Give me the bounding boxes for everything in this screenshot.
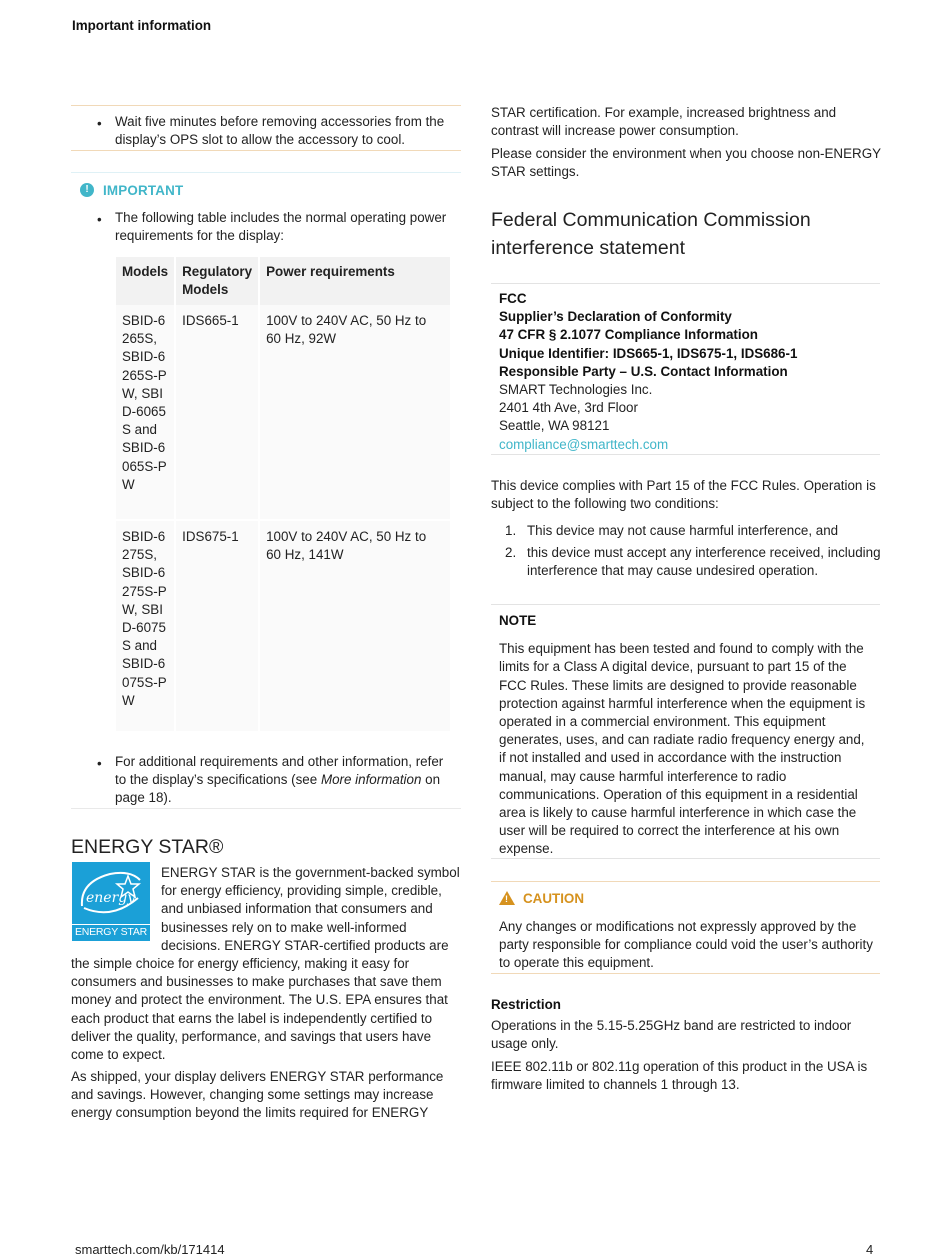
fcc-heading: Federal Communication Commission interference statement (491, 209, 811, 259)
warning-bullet-text: Wait five minutes before removing accessories from the display’s OPS slot to allow the accessory to cool. (115, 114, 445, 148)
caution-title: CAUTION (523, 891, 584, 906)
compliance-email-link[interactable]: compliance@smarttech.com (499, 436, 669, 452)
warning-box (71, 105, 461, 151)
energy-star-label: ENERGY STAR (72, 924, 150, 939)
table-header-cell: Models (116, 257, 174, 305)
table-header-row (116, 257, 450, 305)
list-item: This device may not cause harmful interference, and (527, 523, 839, 538)
table-cell-model (116, 305, 174, 519)
energy-para-1-text: ENERGY STAR is the government-backed symbol for energy efficiency, providing simple, credible, and unbiased information that consumers and businesses rely on to make well-informed decisions. ENERGY STAR-certified products are the simple choice for energy efficiency, making it easy for consumers and businesses to make purchases that save them money and protect the environment. The U.S. EPA ensures that each product that earns the label is independently certified to deliver the quality, performance, and savings that users have come to expect. (71, 865, 460, 1063)
more-information-link[interactable]: More information (320, 772, 422, 788)
model-text: SBID-6265S, SBID-6265S-PW, SBID-6065S and SBID-6065S-PW (122, 313, 167, 492)
energy-continued-2: Please consider the environment when you choose non-ENERGY STAR settings. (491, 146, 881, 180)
list-item: this device must accept any interference received, including interference that may cause undesired operation. (527, 545, 881, 579)
table-row (116, 305, 450, 519)
important-box (71, 172, 461, 809)
fcc-sdoc: Supplier’s Declaration of Conformity (499, 309, 732, 325)
bullet2-pre: For additional requirements and other information, refer to the display’s specifications (see (115, 754, 444, 788)
model-text: SBID-6275S, SBID-6275S-PW, SBID-6075S and SBID-6075S-PW (122, 529, 167, 708)
footer-url[interactable]: smarttech.com/kb/171414 (75, 1242, 225, 1257)
bullet-dot: • (97, 212, 102, 227)
fcc-cfr: 47 CFR § 2.1077 Compliance Information (499, 327, 758, 343)
important-bullet-text: The following table includes the normal operating power requirements for the display: (115, 210, 447, 244)
bullet-dot: • (97, 116, 102, 131)
caution-box (491, 881, 880, 974)
fcc-address: 2401 4th Ave, 3rd Floor (499, 400, 638, 416)
energy-para-1 (71, 864, 463, 1064)
list-number: 1. (505, 523, 517, 538)
fcc-title: FCC (499, 291, 527, 306)
warning-triangle-icon: ! (499, 891, 515, 905)
fcc-unique-id: Unique Identifier: IDS665-1, IDS675-1, IDS686-1 (499, 345, 798, 361)
energy-para-2: As shipped, your display delivers ENERGY STAR performance and savings. However, changing some settings may increase energy consumption beyond the limits required for ENERGY (71, 1069, 444, 1121)
table-cell-model (116, 519, 174, 731)
note-box (491, 604, 880, 859)
info-icon: ! (80, 183, 94, 197)
table-cell-power: 100V to 240V AC, 50 Hz to 60 Hz, 141W (260, 519, 450, 731)
note-title: NOTE (499, 613, 537, 628)
page-number: 4 (866, 1242, 874, 1257)
energy-script-text: energy (86, 890, 136, 906)
table-header-cell: Regulatory Models (176, 257, 258, 305)
logo-spacer (71, 864, 161, 944)
table-header-cell: Power requirements (260, 257, 450, 305)
table-cell-regulatory: IDS665-1 (176, 305, 258, 519)
page-header: Important information (72, 18, 212, 33)
fcc-responsible-party: Responsible Party – U.S. Contact Information (499, 363, 788, 379)
fcc-conformity-box (491, 283, 880, 455)
energy-continued-1: STAR certification. For example, increased brightness and contrast will increase power consumption. (491, 105, 837, 139)
fcc-complies-text: This device complies with Part 15 of the FCC Rules. Operation is subject to the following two conditions: (491, 478, 876, 512)
table-cell-power: 100V to 240V AC, 50 Hz to 60 Hz, 92W (260, 305, 450, 519)
bullet2-post: on page 18). (115, 772, 441, 806)
important-bullet-text-2 (115, 753, 455, 808)
restriction-para-1: Operations in the 5.15-5.25GHz band are restricted to indoor usage only. (491, 1018, 852, 1052)
power-requirements-table (114, 257, 452, 731)
table-cell-regulatory: IDS675-1 (176, 519, 258, 731)
fcc-company: SMART Technologies Inc. (499, 382, 653, 398)
conditions-list (491, 522, 880, 582)
fcc-city: Seattle, WA 98121 (499, 418, 610, 434)
list-number: 2. (505, 545, 517, 560)
restriction-title: Restriction (491, 997, 561, 1012)
restriction-para-2: IEEE 802.11b or 802.11g operation of this product in the USA is firmware limited to channels 1 through 13. (491, 1059, 868, 1093)
bullet-dot: • (97, 756, 102, 771)
table-row (116, 519, 450, 731)
caution-text: Any changes or modifications not expressly approved by the party responsible for compliance could void the user’s authority to operate this equipment. (499, 919, 873, 971)
energy-star-heading: ENERGY STAR® (71, 836, 224, 858)
important-title: IMPORTANT (103, 183, 184, 198)
note-text: This equipment has been tested and found to comply with the limits for a Class A digital device, pursuant to part 15 of the FCC Rules. These limits are designed to provide reasonable protection against harmful interference when the equipment is operated in a commercial environment. This equipment generates, uses, and can radiate radio frequency energy and, if not installed and used in accordance with the instruction manual, may cause harmful interference to radio communications. Operation of this equipment in a residential area is likely to cause harmful interference in which case the user will be required to correct the interference at his own expense. (499, 641, 866, 857)
